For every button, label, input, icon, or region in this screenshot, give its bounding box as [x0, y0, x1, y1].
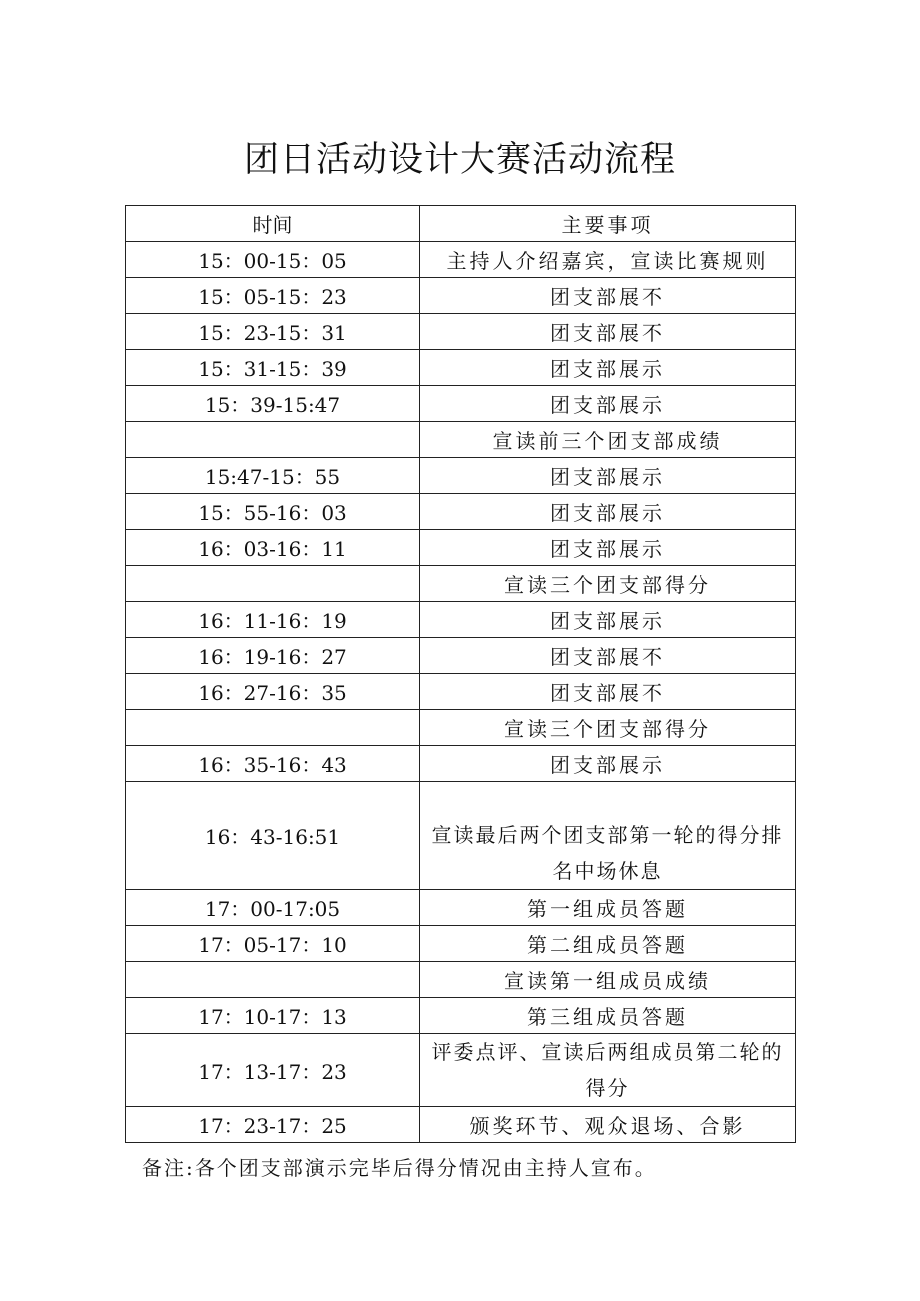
item-cell: 宣读三个团支部得分 [420, 710, 796, 746]
document-title: 团日活动设计大赛活动流程 [243, 140, 676, 180]
table-row [126, 1034, 796, 1107]
header-time: 时间 [126, 206, 420, 242]
item-cell: 第三组成员答题 [420, 998, 796, 1034]
table-row [126, 962, 796, 998]
table-row [126, 350, 796, 386]
item-cell: 评委点评、宣读后两组成员第二轮的得分 [420, 1034, 796, 1107]
item-cell: 第二组成员答题 [420, 926, 796, 962]
table-row [126, 278, 796, 314]
table-row [126, 386, 796, 422]
item-cell: 团支部展不 [420, 278, 796, 314]
table-row [126, 710, 796, 746]
time-cell: 16：35-16：43 [126, 746, 420, 782]
time-cell: 16：19-16：27 [126, 638, 420, 674]
item-cell: 团支部展不 [420, 638, 796, 674]
table-row [126, 602, 796, 638]
time-cell: 15：23-15：31 [126, 314, 420, 350]
item-cell: 团支部展示 [420, 386, 796, 422]
time-cell [126, 962, 420, 998]
time-cell: 17：05-17：10 [126, 926, 420, 962]
time-cell: 15：31-15：39 [126, 350, 420, 386]
time-cell [126, 710, 420, 746]
time-cell: 17：23-17：25 [126, 1107, 420, 1143]
footnote: 备注:各个团支部演示完毕后得分情况由主持人宣布。 [142, 1156, 657, 1180]
table-row [126, 458, 796, 494]
item-cell: 团支部展示 [420, 458, 796, 494]
item-cell: 第一组成员答题 [420, 890, 796, 926]
item-cell: 团支部展不 [420, 674, 796, 710]
item-cell: 颁奖环节、观众退场、合影 [420, 1107, 796, 1143]
item-cell: 团支部展示 [420, 530, 796, 566]
table-row [126, 314, 796, 350]
table-header-row [126, 206, 796, 242]
item-cell: 团支部展不 [420, 314, 796, 350]
time-cell: 17：00-17:05 [126, 890, 420, 926]
header-item: 主要事项 [420, 206, 796, 242]
time-cell [126, 566, 420, 602]
item-cell: 团支部展示 [420, 602, 796, 638]
table-row [126, 998, 796, 1034]
table-row [126, 494, 796, 530]
table-row [126, 782, 796, 890]
time-cell: 15：05-15：23 [126, 278, 420, 314]
table-row [126, 926, 796, 962]
time-cell: 16：27-16：35 [126, 674, 420, 710]
time-cell: 17：10-17：13 [126, 998, 420, 1034]
time-cell: 15:47-15：55 [126, 458, 420, 494]
item-cell: 宣读第一组成员成绩 [420, 962, 796, 998]
table-row [126, 242, 796, 278]
item-cell: 宣读前三个团支部成绩 [420, 422, 796, 458]
time-cell: 15：00-15：05 [126, 242, 420, 278]
table-row [126, 530, 796, 566]
item-cell: 团支部展示 [420, 746, 796, 782]
table-row [126, 566, 796, 602]
table-row [126, 746, 796, 782]
time-cell: 16：03-16：11 [126, 530, 420, 566]
table-row [126, 674, 796, 710]
table-row [126, 422, 796, 458]
schedule-table [125, 205, 796, 1143]
time-cell [126, 422, 420, 458]
item-cell: 主持人介绍嘉宾，宣读比赛规则 [420, 242, 796, 278]
item-cell: 团支部展示 [420, 350, 796, 386]
table-row [126, 890, 796, 926]
time-cell: 16：43-16:51 [126, 782, 420, 890]
table-row [126, 638, 796, 674]
time-cell: 16：11-16：19 [126, 602, 420, 638]
table-row [126, 1107, 796, 1143]
time-cell: 17：13-17：23 [126, 1034, 420, 1107]
item-cell: 宣读三个团支部得分 [420, 566, 796, 602]
time-cell: 15：55-16：03 [126, 494, 420, 530]
item-cell: 宣读最后两个团支部第一轮的得分排名中场休息 [420, 782, 796, 890]
item-cell: 团支部展示 [420, 494, 796, 530]
time-cell: 15：39-15:47 [126, 386, 420, 422]
